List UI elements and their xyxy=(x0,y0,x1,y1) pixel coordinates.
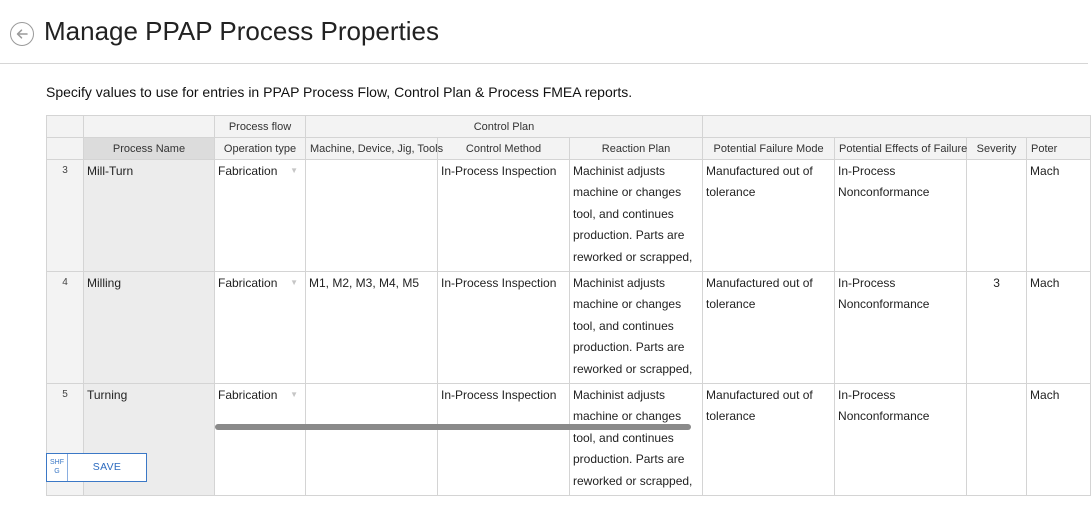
dropdown-arrow-icon[interactable]: ▼ xyxy=(290,278,298,287)
machine-text: M1, M2, M3, M4, M5 xyxy=(309,276,420,290)
effects-text: In-Process Nonconformance xyxy=(838,276,930,312)
column-header-effects[interactable]: Potential Effects of Failure xyxy=(835,138,967,160)
column-header-severity[interactable]: Severity xyxy=(967,138,1027,160)
severity-text xyxy=(970,384,1023,385)
machine-cell[interactable] xyxy=(306,384,438,496)
process-name-text: Mill-Turn xyxy=(87,164,134,178)
failure-mode-cell[interactable] xyxy=(703,160,835,272)
control-method-cell[interactable] xyxy=(438,160,570,272)
column-header-potential-cause[interactable]: Poter xyxy=(1027,138,1091,160)
group-header-empty xyxy=(84,116,215,138)
failure-mode-text: Manufactured out of tolerance xyxy=(706,388,813,424)
save-button[interactable] xyxy=(46,453,147,482)
severity-text xyxy=(970,160,1023,161)
potential-cause-text: Mach xyxy=(1030,276,1060,290)
page-description: Specify values to use for entries in PPAP Process Flow, Control Plan & Process FMEA reports. xyxy=(46,84,633,100)
process-name-cell[interactable] xyxy=(84,272,215,384)
reaction-plan-cell[interactable] xyxy=(570,160,703,272)
operation-type-text: Fabrication xyxy=(218,164,278,178)
page-title: Manage PPAP Process Properties xyxy=(44,16,440,46)
horizontal-scrollbar[interactable] xyxy=(215,424,691,430)
row-number[interactable]: 4 xyxy=(47,272,84,384)
process-name-text: Turning xyxy=(87,388,128,402)
table-row xyxy=(47,160,1091,272)
table-row xyxy=(47,384,1091,496)
reaction-plan-text: Machinist adjusts machine or changes tool, and continues production. Parts are reworked or scrapped, xyxy=(573,276,693,376)
dropdown-arrow-icon[interactable]: ▼ xyxy=(290,390,298,399)
severity-cell[interactable] xyxy=(967,160,1027,272)
column-header-process-name[interactable]: Process Name xyxy=(84,138,215,160)
effects-cell[interactable] xyxy=(835,272,967,384)
group-header-process-flow: Process flow xyxy=(215,116,306,138)
table-row xyxy=(47,272,1091,384)
operation-type-text: Fabrication xyxy=(218,276,278,290)
machine-text xyxy=(309,160,434,161)
back-button[interactable] xyxy=(10,22,34,46)
process-name-cell[interactable] xyxy=(84,160,215,272)
operation-type-dropdown[interactable] xyxy=(215,272,306,384)
row-number[interactable]: 5 xyxy=(47,384,84,496)
group-header-control-plan: Control Plan xyxy=(306,116,703,138)
severity-cell[interactable] xyxy=(967,384,1027,496)
potential-cause-cell[interactable] xyxy=(1027,384,1091,496)
operation-type-text: Fabrication xyxy=(218,388,278,402)
operation-type-dropdown[interactable] xyxy=(215,160,306,272)
failure-mode-text: Manufactured out of tolerance xyxy=(706,276,813,312)
column-header-control-method[interactable]: Control Method xyxy=(438,138,570,160)
row-number[interactable]: 3 xyxy=(47,160,84,272)
back-arrow-icon xyxy=(15,27,29,41)
column-header-row xyxy=(47,138,1091,160)
column-header-operation-type[interactable]: Operation type xyxy=(215,138,306,160)
potential-cause-cell[interactable] xyxy=(1027,272,1091,384)
control-method-cell[interactable] xyxy=(438,384,570,496)
dropdown-arrow-icon[interactable]: ▼ xyxy=(290,166,298,175)
column-header-machine[interactable]: Machine, Device, Jig, Tools xyxy=(306,138,438,160)
keyboard-shortcut-badge: SHF G xyxy=(47,454,68,481)
reaction-plan-text: Machinist adjusts machine or changes tool, and continues production. Parts are reworked or scrapped, xyxy=(573,388,693,488)
save-label: SAVE xyxy=(92,461,122,473)
severity-cell[interactable] xyxy=(967,272,1027,384)
potential-cause-text: Mach xyxy=(1030,164,1060,178)
process-name-text: Milling xyxy=(87,276,122,290)
effects-text: In-Process Nonconformance xyxy=(838,164,930,200)
effects-text: In-Process Nonconformance xyxy=(838,388,930,424)
reaction-plan-cell[interactable] xyxy=(570,384,703,496)
reaction-plan-text: Machinist adjusts machine or changes tool, and continues production. Parts are reworked or scrapped, xyxy=(573,164,693,264)
column-header-failure-mode[interactable]: Potential Failure Mode xyxy=(703,138,835,160)
group-header-row xyxy=(47,116,1091,138)
control-method-cell[interactable] xyxy=(438,272,570,384)
machine-cell[interactable] xyxy=(306,160,438,272)
potential-cause-cell[interactable] xyxy=(1027,160,1091,272)
corner-cell xyxy=(47,138,84,160)
failure-mode-cell[interactable] xyxy=(703,272,835,384)
group-header-fmea xyxy=(703,116,1091,138)
column-header-reaction-plan[interactable]: Reaction Plan xyxy=(570,138,703,160)
machine-text xyxy=(309,384,434,385)
control-method-text: In-Process Inspection xyxy=(441,388,557,402)
page-header xyxy=(0,0,1088,64)
corner-cell xyxy=(47,116,84,138)
control-method-text: In-Process Inspection xyxy=(441,164,557,178)
failure-mode-text: Manufactured out of tolerance xyxy=(706,164,813,200)
control-method-text: In-Process Inspection xyxy=(441,276,557,290)
effects-cell[interactable] xyxy=(835,384,967,496)
machine-cell[interactable] xyxy=(306,272,438,384)
failure-mode-cell[interactable] xyxy=(703,384,835,496)
reaction-plan-cell[interactable] xyxy=(570,272,703,384)
potential-cause-text: Mach xyxy=(1030,388,1060,402)
operation-type-dropdown[interactable] xyxy=(215,384,306,496)
severity-text: 3 xyxy=(993,276,1000,290)
effects-cell[interactable] xyxy=(835,160,967,272)
